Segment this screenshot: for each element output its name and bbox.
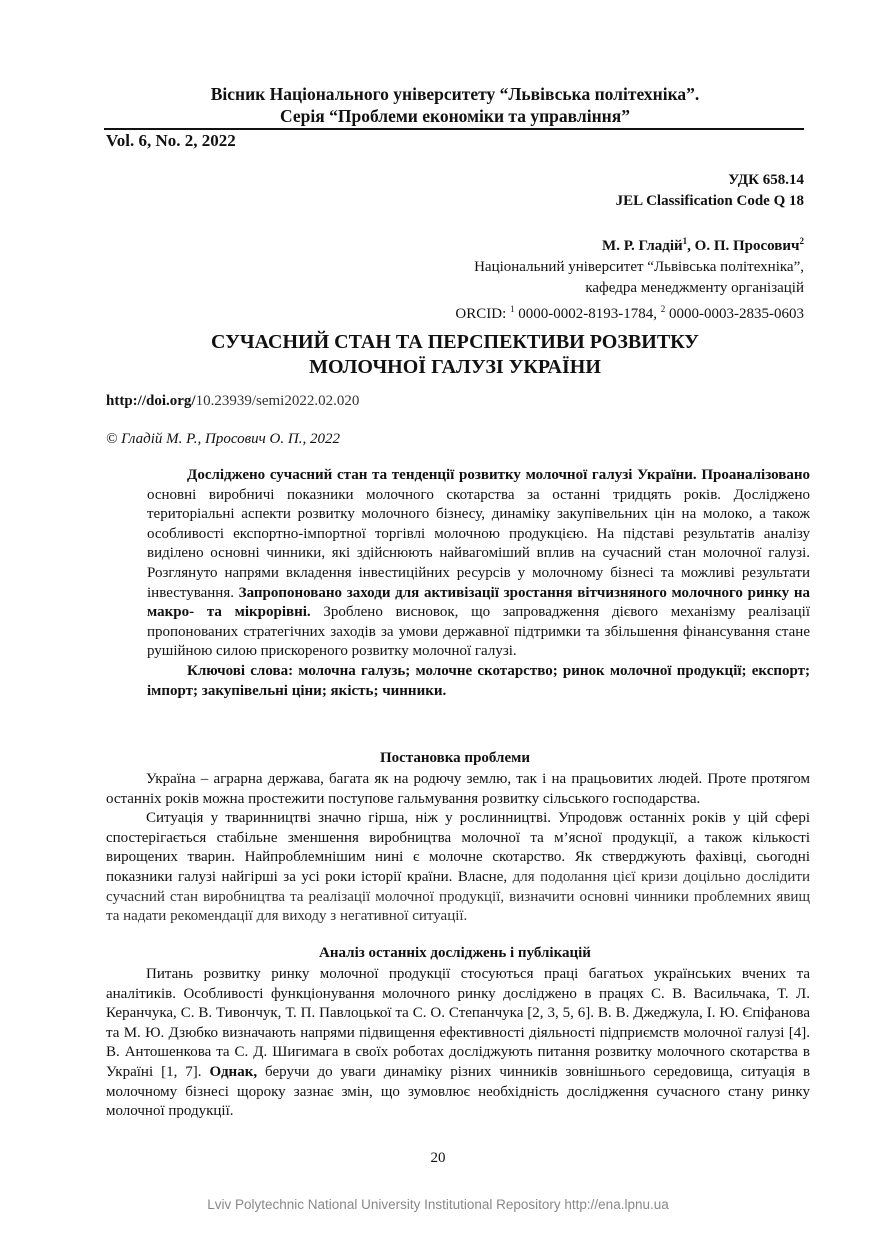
citation: [1, 7] — [161, 1063, 198, 1080]
author-2-sup: 2 — [799, 236, 804, 246]
abstract-lead: Досліджено сучасний стан та тенденції розвитку молочної галузі України. Проаналізовано — [187, 467, 810, 483]
paragraph-part: . В. В. Джеджула, І. Ю. Єпіфанова та М. Ю. Дзюбко визначають напрями підвищення ефективності діяльності підприємств молочної галузі — [106, 1005, 810, 1041]
orcid-2: 0000-0003-2835-0603 — [665, 306, 804, 322]
section-literature-body — [106, 965, 810, 1122]
orcid-label: ORCID: — [455, 306, 510, 322]
orcid-1-sup: 1 — [510, 304, 515, 314]
author-1-sup: 1 — [682, 236, 688, 246]
paragraph-part: Питань розвитку ринку молочної продукції стосуються праці багатьох українських вчених та аналітиків. Особливості функціонування молочного ринку досліджено в працях С. В. Васильчака, Т. Л. Керанчука, С. В. Тивончук, Т. П. Павлоцької та С. О. Степанчука — [106, 966, 810, 1022]
abstract-conclusion: Зроблено висновок, що запровадження дієвого механізму реалізації пропонованих стратегічних заходів за умови державної підтримки та збільшення фінансування стане рушійною силою прискореного розвитку молочної галузі. — [147, 604, 810, 660]
paragraph-part: для подолання цієї кризи доцільно дослідити сучасний стан виробництва та реалізації молочної продукції, визначити основні чинники проблемних явищ та надати рекомендації для виходу з негативної ситуації. — [106, 868, 811, 925]
journal-title-line: Вісник Національного університету “Львівська політехніка”. — [210, 84, 700, 104]
paragraph-part: . В. Антошенкова та С. Д. Шигимага в своїх роботах досліджують питання розвитку молочного скотарства в Україні — [106, 1024, 810, 1080]
journal-name — [100, 83, 810, 127]
article-title — [100, 330, 810, 380]
paragraph — [106, 965, 810, 1122]
paragraph-part: . — [197, 1063, 210, 1080]
doi-link[interactable] — [106, 393, 359, 410]
section-problem-body — [106, 770, 810, 927]
doi-prefix: http://doi.org/ — [106, 393, 196, 409]
page-number: 20 — [430, 1150, 446, 1166]
abstract-text — [147, 466, 810, 662]
keywords: Ключові слова: молочна галузь; молочне скотарство; ринок молочної продукції; експорт; імпорт; закупівельні ціни; якість; чинники. — [147, 662, 810, 699]
orcid-2-sup: 2 — [660, 304, 666, 314]
title-line-2: МОЛОЧНОЇ ГАЛУЗІ УКРАЇНИ — [309, 356, 601, 378]
jel-code: JEL Classification Code Q 18 — [615, 193, 804, 209]
classification-codes — [616, 170, 804, 212]
affiliation-department: кафедра менеджменту організацій — [585, 280, 804, 296]
author-2: О. П. Просович — [694, 238, 800, 254]
abstract-proposal: Запропоновано заходи для активізації зростання вітчизняного молочного ринку на макро- та мікрорівні. — [147, 584, 810, 621]
journal-series-line: Серія “Проблеми економіки та управління” — [280, 106, 630, 126]
author-1: М. Р. Гладій — [602, 238, 683, 254]
copyright-notice: © Гладій М. Р., Просович О. П., 2022 — [106, 431, 340, 447]
header-rule — [104, 128, 804, 130]
paragraph — [106, 809, 810, 927]
udk-code: УДК 658.14 — [728, 172, 804, 188]
abstract — [147, 466, 810, 701]
volume-info: Vol. 6, No. 2, 2022 — [106, 131, 236, 150]
paragraph-part: беручи до уваги динаміку різних чинників зовнішнього середовища, ситуація в молочному бізнесі щороку зазнає змін, що зумовлює необхідність дослідження сучасного стану ринку молочної продукції. — [106, 1063, 811, 1120]
abstract-body-1: основні виробничі показники молочного скотарства за останні тридцять років. Досліджено територіальні аспекти розвитку молочного бізнесу, динаміку закупівельних цін на молоко, а також особливості експортно-імпортної торгівлі молочною продукцією. На підставі результатів аналізу виділено основні чинники, які здійснюють найвагоміший вплив на сучасний стан молочної галузі. Розглянуто напрями вкладення інвестиційних ресурсів у молочному бізнесі та можливі результати інвестування. — [147, 486, 810, 601]
orcid-line — [455, 299, 804, 325]
section-heading-problem: Постановка проблеми — [380, 750, 530, 766]
doi-suffix: 10.23939/semi2022.02.020 — [195, 393, 360, 409]
paragraph-part: Ситуація у тваринництві значно гірша, ніж у рослинництві. Упродовж останніх років у цій сфері спостерігається стабільне зменшення виробництва молочної та м’ясної продукції, а також кількості вирощених тварин. Найпроблемнішим нині є молочне скотарство. Як стверджують фахівці, сьогодні показники галузі найгірші за усі роки історії країни. Власне, — [106, 810, 810, 885]
affiliation-university: Національний університет “Львівська політехніка”, — [474, 259, 804, 275]
section-heading-literature: Аналіз останніх досліджень і публікацій — [319, 945, 591, 961]
author-block — [455, 231, 804, 325]
author-names — [455, 231, 804, 257]
paragraph-emphasis: Однак, — [209, 1063, 258, 1080]
repository-footer: Lviv Polytechnic National University Institutional Repository http://ena.lpnu.ua — [207, 1197, 669, 1212]
orcid-1: 0000-0002-8193-1784, — [514, 306, 661, 322]
paragraph: Україна – аграрна держава, багата як на родючу землю, так і на працьовитих людей. Проте протягом останніх років можна простежити поступове гальмування розвитку сільського господарства. — [106, 771, 810, 807]
title-line-1: СУЧАСНИЙ СТАН ТА ПЕРСПЕКТИВИ РОЗВИТКУ — [211, 331, 699, 353]
citation: [4] — [788, 1024, 807, 1041]
author-separator: , — [687, 238, 695, 254]
citation: [2, 3, 5, 6] — [527, 1005, 591, 1022]
